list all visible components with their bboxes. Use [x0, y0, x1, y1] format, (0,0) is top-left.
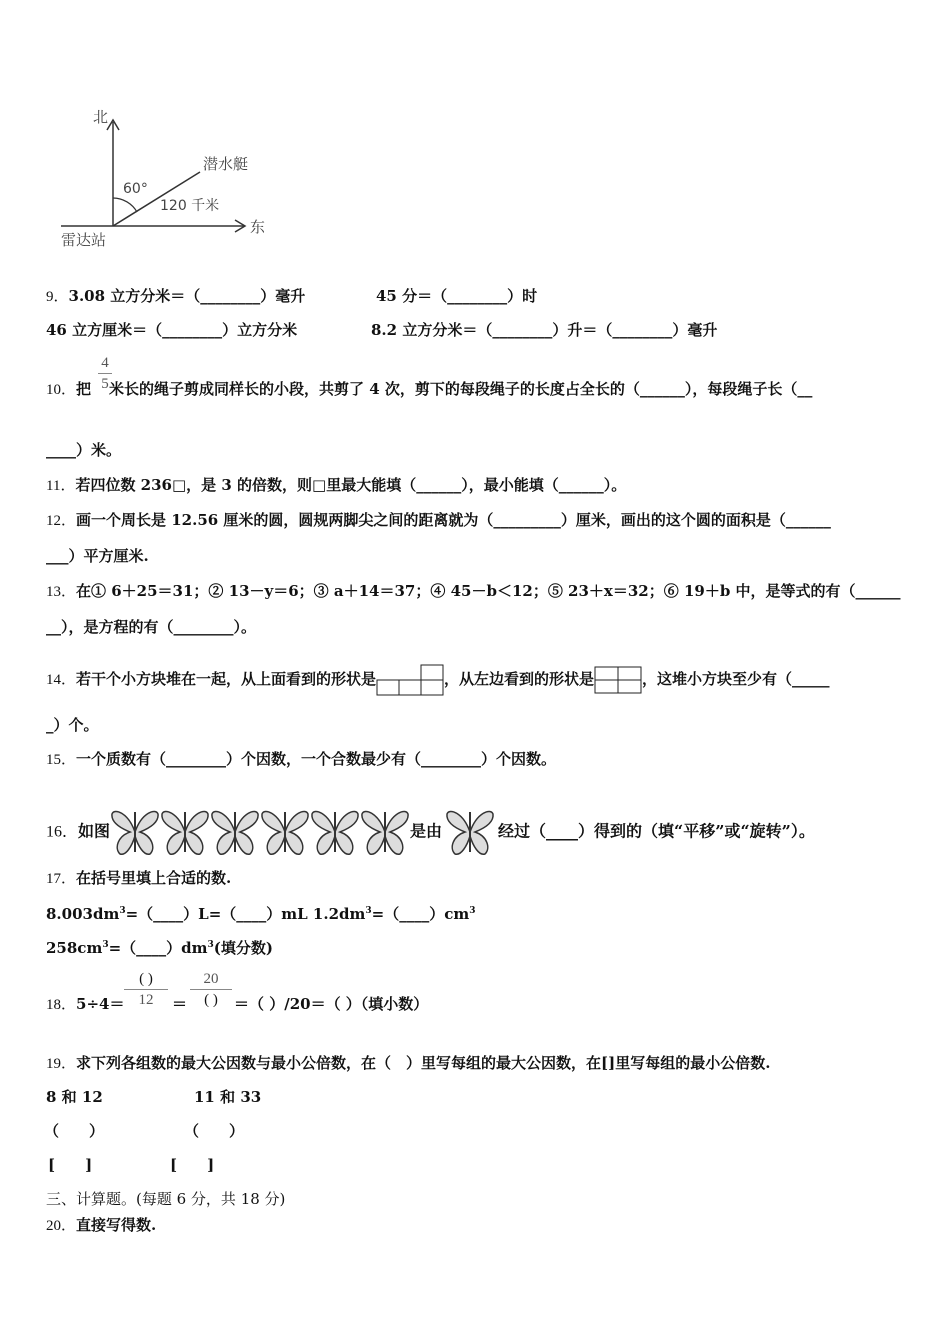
butterfly-icon — [262, 811, 308, 854]
q14-text-a: 若干个小方块堆在一起，从上面看到的形状是 — [76, 670, 377, 688]
q19-group2: 11 和 33 — [194, 1088, 262, 1106]
angle-arc — [113, 198, 137, 212]
q10-pre: 把 — [76, 380, 92, 398]
q16-mid: 是由 — [410, 821, 443, 841]
q17-l1b: =（____）L=（____）mL 1.2dm — [125, 905, 366, 923]
q19-group1: 8 和 12 — [46, 1088, 103, 1106]
q18-f1-denominator: 12 — [138, 992, 154, 1008]
q9-line1 — [46, 286, 305, 307]
butterfly-icon — [312, 811, 358, 854]
q14-cont: _）个。 — [46, 716, 99, 734]
q19-number: 19． — [46, 1056, 77, 1072]
q14-text-c: ，这堆小方块至少有（_____ — [642, 670, 830, 688]
q9-part-d: 8.2 立方分米＝（________）升＝（________）毫升 — [371, 321, 718, 339]
q16-post: 经过（____）得到的（填“平移”或“旋转”）。 — [498, 821, 815, 841]
butterfly-icon — [212, 811, 258, 854]
q13-text: 在① 6＋25＝31；② 13－y＝6；③ a＋14＝37；④ 45－b＜12；⑤ 23＋x＝32；⑥ 19＋b 中，是等式的有（______ — [76, 582, 901, 600]
q12-cont: ___）平方厘米. — [46, 547, 149, 565]
q11-text: 若四位数 236□，是 3 的倍数，则□里最大能填（______），最小能填（______）。 — [75, 476, 627, 494]
q17-text: 在括号里填上合适的数. — [76, 869, 232, 887]
q18-eq: ＝ — [172, 995, 188, 1013]
butterfly-icon — [112, 811, 158, 854]
q9-number: 9． — [46, 289, 69, 305]
angle-label: 60° — [123, 181, 148, 197]
submarine-label: 潜水艇 — [203, 155, 249, 173]
q17-number: 17． — [46, 871, 77, 887]
left-view-grid — [594, 666, 642, 694]
q11-number: 11． — [46, 478, 76, 494]
q17-sup5: 3 — [207, 940, 214, 950]
q19-bracket1: [ ] — [48, 1156, 93, 1174]
q17-l2c: (填分数) — [213, 939, 273, 957]
q18-f2-numerator: 20 — [203, 971, 219, 987]
north-label: 北 — [92, 108, 108, 126]
q17-l1a: 8.003dm — [46, 905, 120, 923]
q9-part-b: 45 分＝（________）时 — [376, 287, 538, 305]
q17-l1c: =（____）cm — [371, 905, 470, 923]
q20-text: 直接写得数. — [76, 1216, 157, 1234]
q17-l2b: =（____）dm — [108, 939, 208, 957]
q18-f2-denominator: ( ) — [204, 992, 218, 1008]
q10-frac-numerator: 4 — [101, 355, 109, 371]
station-label: 雷达站 — [61, 231, 107, 249]
q13-number: 13． — [46, 584, 77, 600]
q16 — [46, 806, 815, 858]
butterfly-icon — [162, 811, 208, 854]
q10-fraction — [98, 354, 112, 393]
q13 — [46, 581, 901, 602]
top-view-grid — [376, 664, 444, 696]
q10-cont: ____）米。 — [46, 441, 122, 459]
q20 — [46, 1215, 156, 1236]
q18-a: 5÷4＝ — [76, 995, 125, 1013]
q19-paren1: （ ） — [44, 1122, 105, 1140]
east-label: 东 — [250, 218, 266, 236]
q18-f1-numerator: ( ) — [139, 971, 153, 987]
q10-text: 米长的绳子剪成同样长的小段，共剪了 4 次，剪下的每段绳子的长度占全长的（______），每段绳子长（__ — [109, 380, 813, 398]
q14 — [46, 664, 830, 696]
q10-number: 10． — [46, 382, 77, 398]
q17-sup1: 3 — [119, 906, 126, 916]
q17-line2 — [46, 935, 273, 958]
compass-diagram — [55, 100, 285, 270]
q13-cont: __），是方程的有（________）。 — [46, 618, 257, 636]
q17-sup3: 3 — [469, 906, 476, 916]
q12-number: 12． — [46, 513, 77, 529]
q20-number: 20． — [46, 1218, 77, 1234]
q17-line1 — [46, 901, 476, 924]
q18-rest: ＝（ ）/20＝（ ）（填小数） — [234, 995, 429, 1013]
q10-frac-denominator: 5 — [101, 376, 109, 392]
q18-fraction-2 — [190, 970, 232, 1009]
q15 — [46, 749, 556, 770]
q18-start — [46, 994, 124, 1015]
q17 — [46, 868, 231, 889]
q19-paren2: （ ） — [184, 1122, 245, 1140]
q16-pre: 如图 — [78, 821, 111, 841]
q17-sup2: 3 — [365, 906, 372, 916]
q18-fraction-1 — [124, 970, 168, 1009]
q9-part-c: 46 立方厘米＝（________）立方分米 — [46, 321, 298, 339]
q19-text: 求下列各组数的最大公因数与最小公倍数，在（ ）里写每组的最大公因数，在[]里写每组的最小公倍数. — [76, 1054, 771, 1072]
q11 — [46, 475, 626, 496]
single-butterfly-icon — [442, 806, 498, 858]
q14-text-b: ，从左边看到的形状是 — [444, 670, 595, 688]
q15-text: 一个质数有（________）个因数，一个合数最少有（________）个因数。 — [76, 750, 557, 768]
butterfly-icon — [362, 811, 408, 854]
q12 — [46, 510, 831, 531]
q19-bracket2: [ ] — [170, 1156, 215, 1174]
q14-number: 14． — [46, 672, 77, 688]
q10-line1 — [46, 379, 812, 400]
q12-text: 画一个周长是 12.56 厘米的圆，圆规两脚尖之间的距离就为（_________）厘米，画出的这个圆的面积是（______ — [76, 511, 831, 529]
q16-number: 16． — [46, 823, 79, 841]
q19 — [46, 1053, 770, 1074]
q17-l2a: 258cm — [46, 939, 103, 957]
q9-part-a: 3.08 立方分米＝（________）毫升 — [68, 287, 306, 305]
distance-label: 120 千米 — [160, 198, 220, 214]
q15-number: 15． — [46, 752, 77, 768]
q18-number: 18． — [46, 997, 77, 1013]
section-3-heading: 三、计算题。(每题 6 分，共 18 分) — [46, 1190, 286, 1208]
butterfly-sequence — [110, 806, 410, 858]
q17-sup4: 3 — [102, 940, 109, 950]
